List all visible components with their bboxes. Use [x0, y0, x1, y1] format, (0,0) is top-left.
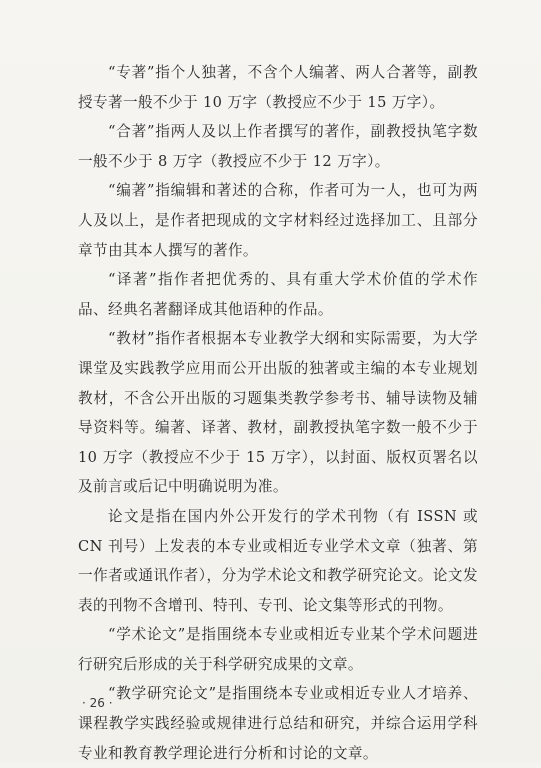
paragraph-translated: “译著”指作者把优秀的、具有重大学术价值的学术作品、经典名著翻译成其他语种的作品。	[78, 271, 478, 318]
paragraph-textbook: “教材”指作者根据本专业教学大纲和实际需要，为大学课堂及实践教学应用而公开出版的独著或主编的本专业规划教材，不含公开出版的习题集类教学参考书、辅导读物及辅导资料等。编著、译著、教材，副教授执笔字数一般不少于 10 万字（教授应不少于 15 万字），以封面、版权页署名以及前言或后记中明确说明为准。	[78, 330, 478, 496]
page-number: · 26 ·	[82, 696, 113, 710]
paragraph-teaching-paper: “教学研究论文”是指围绕本专业或相近专业人才培养、课程教学实践经验或规律进行总结和研究，并综合运用学科专业和教育教学理论进行分析和讨论的文章。	[78, 685, 478, 762]
body-text	[78, 58, 478, 768]
paragraph-monograph: “专著”指个人独著，不含个人编著、两人合著等，副教授专著一般不少于 10 万字（教授应不少于 15 万字）。	[78, 64, 478, 111]
paragraph-compiled: “编著”指编辑和著述的合称，作者可为一人，也可为两人及以上，是作者把现成的文字材料经过选择加工、且部分章节由其本人撰写的著作。	[78, 182, 478, 259]
paragraph-coauthored: “合著”指两人及以上作者撰写的著作，副教授执笔字数一般不少于 8 万字（教授应不少于 12 万字）。	[78, 123, 478, 170]
paragraph-academic-paper: “学术论文”是指围绕本专业或相近专业某个学术问题进行研究后形成的关于科学研究成果的文章。	[78, 626, 478, 673]
paragraph-papers: 论文是指在国内外公开发行的学术刊物（有 ISSN 或 CN 刊号）上发表的本专业或相近专业学术文章（独著、第一作者或通讯作者），分为学术论文和教学研究论文。论文发表的刊物不含增刊、特刊、专刊、论文集等形式的刊物。	[78, 507, 478, 614]
